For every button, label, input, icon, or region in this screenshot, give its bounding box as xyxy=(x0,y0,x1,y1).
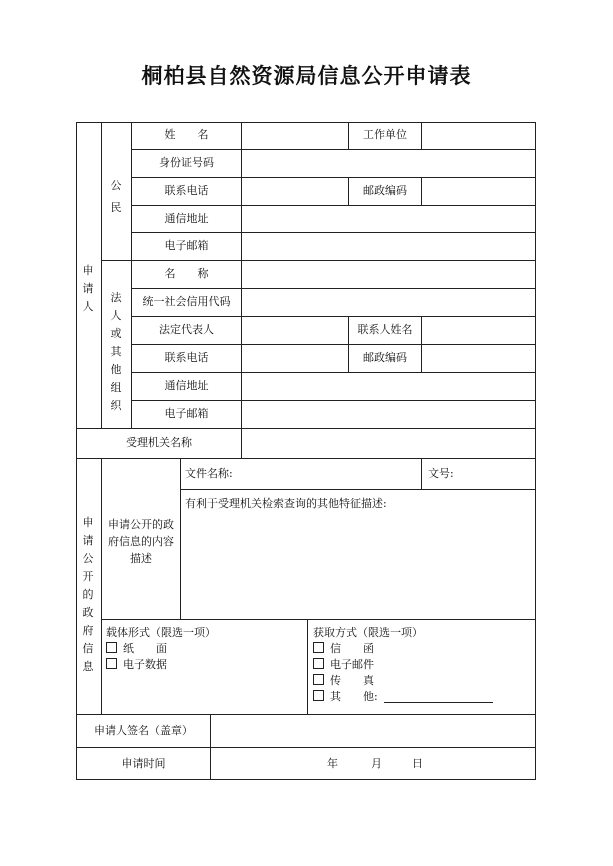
citizen-email-label: 电子邮箱 xyxy=(164,239,209,252)
grid-line xyxy=(421,458,422,489)
signature-label: 申请人签名（盖章） xyxy=(94,724,193,737)
applicant-label: 申请人 xyxy=(82,264,94,313)
grid-line xyxy=(131,316,536,317)
grid-line xyxy=(101,122,102,428)
grid-line xyxy=(131,149,536,150)
checkbox-icon[interactable] xyxy=(313,674,324,685)
grid-line xyxy=(101,458,102,714)
org-name-label: 名 称 xyxy=(164,267,209,280)
org-contact-name-label: 联系人姓名 xyxy=(357,323,413,336)
citizen-name-label: 姓 名 xyxy=(164,128,209,141)
checkbox-icon[interactable] xyxy=(106,642,117,653)
grid-line xyxy=(241,122,242,458)
grid-line xyxy=(76,714,536,715)
method-option-other[interactable]: 其 他: xyxy=(313,690,378,704)
grid-line xyxy=(180,489,536,490)
doc-number-label: 文号: xyxy=(428,467,454,480)
org-label: 法人或其他组织 xyxy=(110,291,122,412)
method-option-email[interactable]: 电子邮件 xyxy=(313,658,374,672)
grid-line xyxy=(101,260,536,261)
carrier-title: 载体形式（限选一项） xyxy=(106,626,216,639)
grid-line xyxy=(76,747,536,748)
requested-info-label: 申请公开的政府信息 xyxy=(82,516,94,673)
other-features-label: 有利于受理机关检索查询的其他特征描述: xyxy=(185,497,387,510)
grid-line xyxy=(421,177,422,205)
table-border-left xyxy=(76,122,77,780)
method-option-fax[interactable]: 传 真 xyxy=(313,674,374,688)
org-postcode-label: 邮政编码 xyxy=(363,351,407,364)
citizen-postcode-label: 邮政编码 xyxy=(363,184,407,197)
grid-line xyxy=(131,205,536,206)
grid-line xyxy=(131,232,536,233)
citizen-id-label: 身份证号码 xyxy=(159,156,214,169)
method-option-letter[interactable]: 信 函 xyxy=(313,642,374,656)
org-legal-rep-label: 法定代表人 xyxy=(159,323,214,336)
checkbox-icon[interactable] xyxy=(313,690,324,701)
grid-line xyxy=(101,619,536,620)
grid-line xyxy=(131,177,536,178)
grid-line xyxy=(307,619,308,714)
table-border-right xyxy=(535,122,536,780)
grid-line xyxy=(421,122,422,149)
grid-line xyxy=(180,458,181,619)
grid-line xyxy=(421,316,422,372)
citizen-phone-label: 联系电话 xyxy=(164,184,209,197)
other-blank-line[interactable] xyxy=(384,702,493,703)
agency-name-label: 受理机关名称 xyxy=(126,436,192,449)
org-phone-label: 联系电话 xyxy=(164,351,209,364)
citizen-address-label: 通信地址 xyxy=(164,212,209,225)
grid-line xyxy=(131,372,536,373)
checkbox-icon[interactable] xyxy=(313,658,324,669)
grid-line xyxy=(76,458,536,459)
doc-name-label: 文件名称: xyxy=(185,467,233,480)
grid-line xyxy=(131,344,536,345)
page-title: 桐柏县自然资源局信息公开申请表 xyxy=(141,63,472,88)
grid-line xyxy=(131,288,536,289)
date-year: 年 xyxy=(327,757,338,770)
date-day: 日 xyxy=(412,757,423,770)
org-email-label: 电子邮箱 xyxy=(164,407,209,420)
carrier-option-paper[interactable]: 纸 面 xyxy=(106,642,167,656)
grid-line xyxy=(76,428,536,429)
org-credit-code-label: 统一社会信用代码 xyxy=(142,295,231,308)
apply-time-label: 申请时间 xyxy=(121,757,166,770)
checkbox-icon[interactable] xyxy=(313,642,324,653)
citizen-work-unit-label: 工作单位 xyxy=(363,128,407,141)
table-border-bottom xyxy=(76,779,536,780)
carrier-option-electronic[interactable]: 电子数据 xyxy=(106,658,167,672)
content-desc-label: 申请公开的政府信息的内容描述 xyxy=(108,518,174,565)
org-address-label: 通信地址 xyxy=(164,379,209,392)
checkbox-icon[interactable] xyxy=(106,658,117,669)
citizen-label: 公民 xyxy=(110,179,122,214)
date-month: 月 xyxy=(371,757,382,770)
grid-line xyxy=(131,400,536,401)
table-border-top xyxy=(76,122,536,123)
method-title: 获取方式（限选一项） xyxy=(313,626,423,639)
grid-line xyxy=(210,714,211,779)
